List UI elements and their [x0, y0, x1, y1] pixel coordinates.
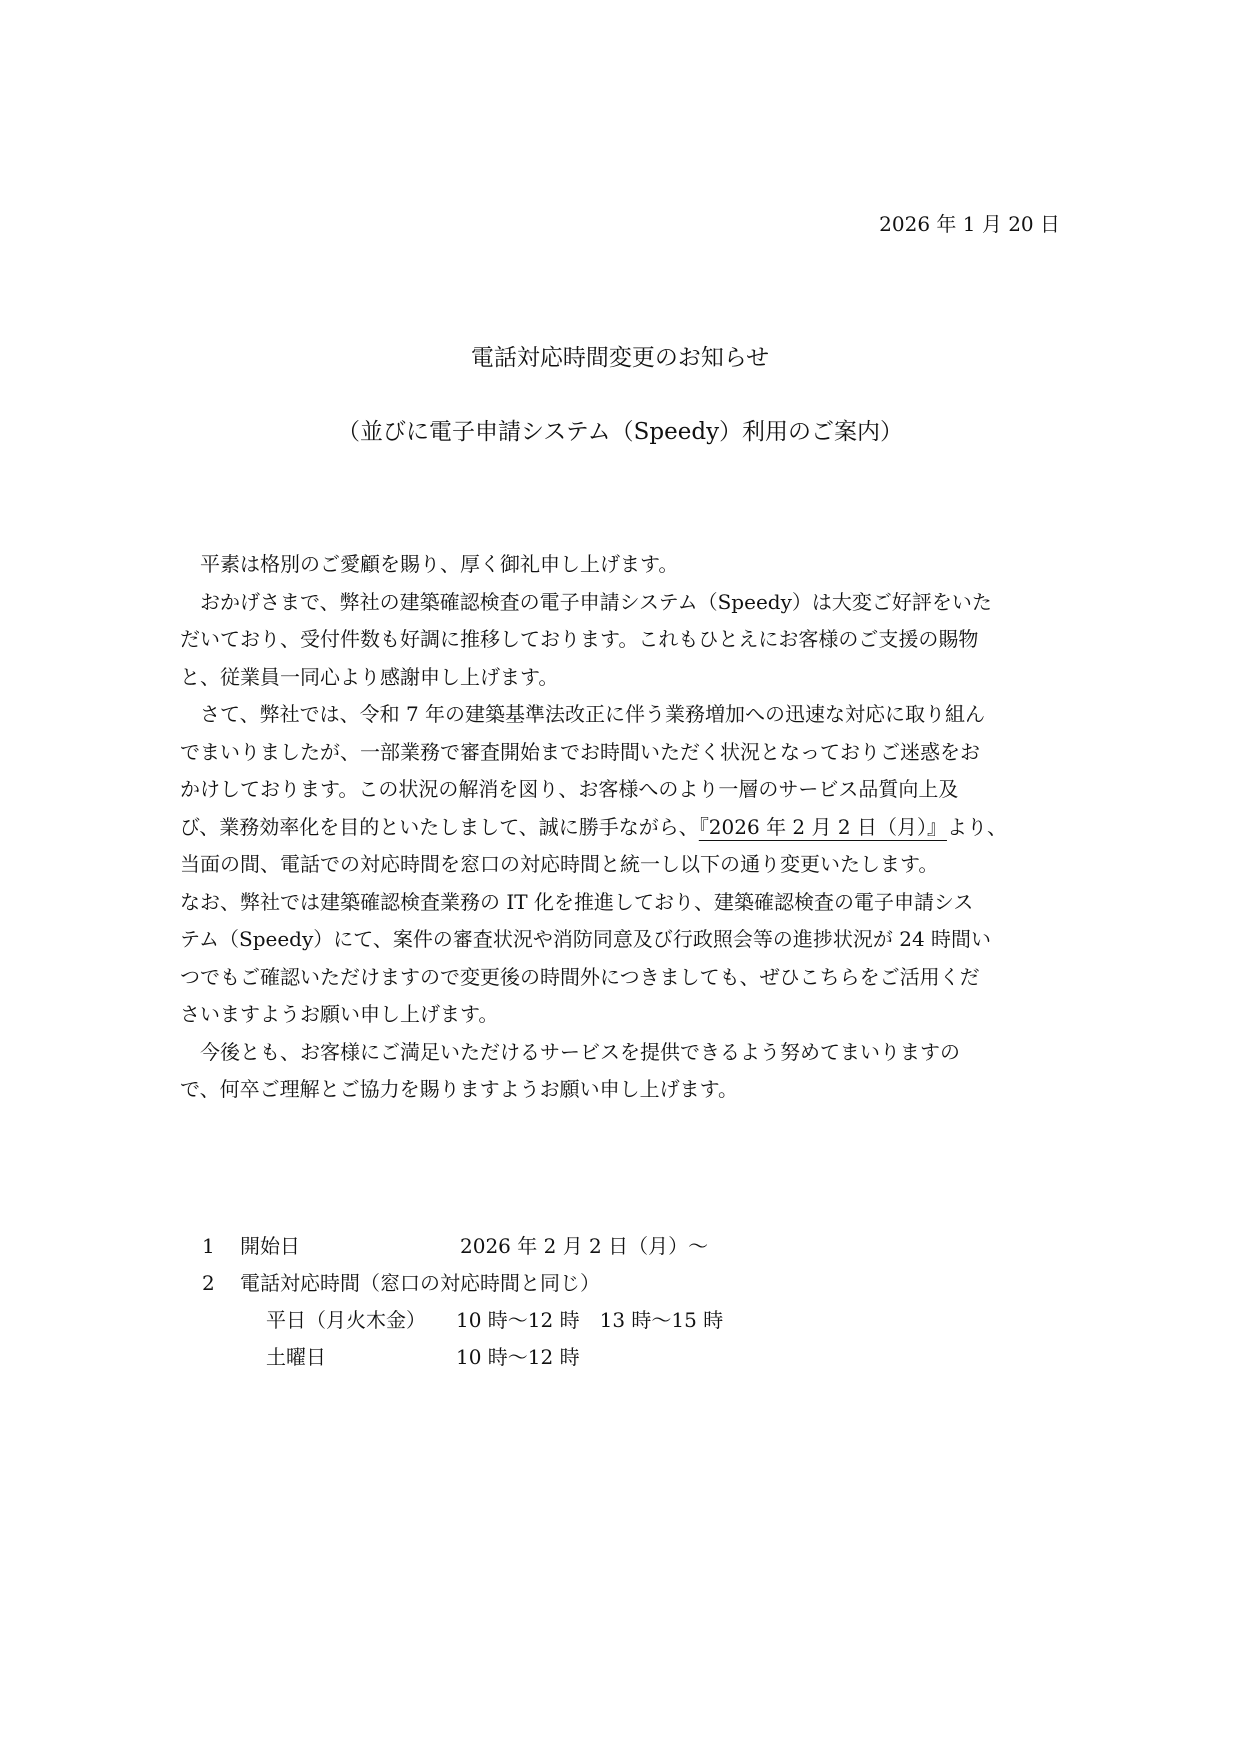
- body-line: つでもご確認いただけますので変更後の時間外につきましても、ぜひこちらをご活用くだ: [180, 964, 980, 989]
- body-line: テム（Speedy）にて、案件の審査状況や消防同意及び行政照会等の進捗状況が 24 時間い: [180, 927, 992, 951]
- body-line-with-date: [180, 809, 1065, 847]
- document-date: 2026 年 1 月 20 日: [879, 212, 1060, 236]
- body-line: と、従業員一同心より感謝申し上げます。: [180, 664, 559, 689]
- body-line: なお、弊社では建築確認検査業務の IT 化を推進しており、建築確認検査の電子申請シス: [180, 889, 974, 914]
- body-line: だいており、受付件数も好調に推移しております。これもひとえにお客様のご支援の賜物: [180, 627, 979, 651]
- weekday-label: 平日（月火木金）: [266, 1308, 426, 1332]
- body-line: でまいりましたが、一部業務で審査開始までお時間いただく状況となっておりご迷惑をお: [180, 739, 980, 764]
- body-line-greeting: 平素は格別のご愛顧を賜り、厚く御礼申し上げます。: [180, 552, 679, 576]
- detail-label: 電話対応時間（窓口の対応時間と同じ）: [240, 1271, 600, 1295]
- body-line: 今後とも、お客様にご満足いただけるサービスを提供できるよう努めてまいりますの: [180, 1039, 960, 1064]
- body-line: さいますようお願い申し上げます。: [180, 1002, 499, 1026]
- underlined-start-date: 『2026 年 2 月 2 日（月）』: [698, 814, 947, 839]
- body-text: [180, 546, 1065, 1109]
- weekday-hours: 10 時～12 時 13 時～15 時: [456, 1308, 724, 1332]
- body-line-segment: より、: [946, 814, 1007, 839]
- detail-number: 2: [202, 1271, 215, 1295]
- body-line: 当面の間、電話での対応時間を窓口の対応時間と統一し以下の通り変更いたします。: [180, 852, 939, 876]
- document-subtitle: （並びに電子申請システム（Speedy）利用のご案内）: [336, 419, 904, 445]
- body-line: かけしております。この状況の解消を図り、お客様へのより一層のサービス品質向上及: [180, 777, 959, 801]
- body-line: さて、弊社では、令和 7 年の建築基準法改正に伴う業務増加への迅速な対応に取り組ん: [180, 702, 986, 726]
- detail-label: 開始日: [240, 1234, 300, 1258]
- body-line: で、何卒ご理解とご協力を賜りますようお願い申し上げます。: [180, 1077, 738, 1101]
- detail-number: 1: [202, 1234, 215, 1258]
- document-title: 電話対応時間変更のお知らせ: [470, 345, 770, 371]
- body-line-segment: び、業務効率化を目的といたしまして、誠に勝手ながら、: [180, 814, 699, 839]
- detail-value: 2026 年 2 月 2 日（月）～: [460, 1234, 709, 1258]
- body-line: おかげさまで、弊社の建築確認検査の電子申請システム（Speedy）は大変ご好評をいた: [180, 589, 992, 614]
- saturday-label: 土曜日: [266, 1345, 326, 1369]
- saturday-hours: 10 時～12 時: [456, 1345, 580, 1369]
